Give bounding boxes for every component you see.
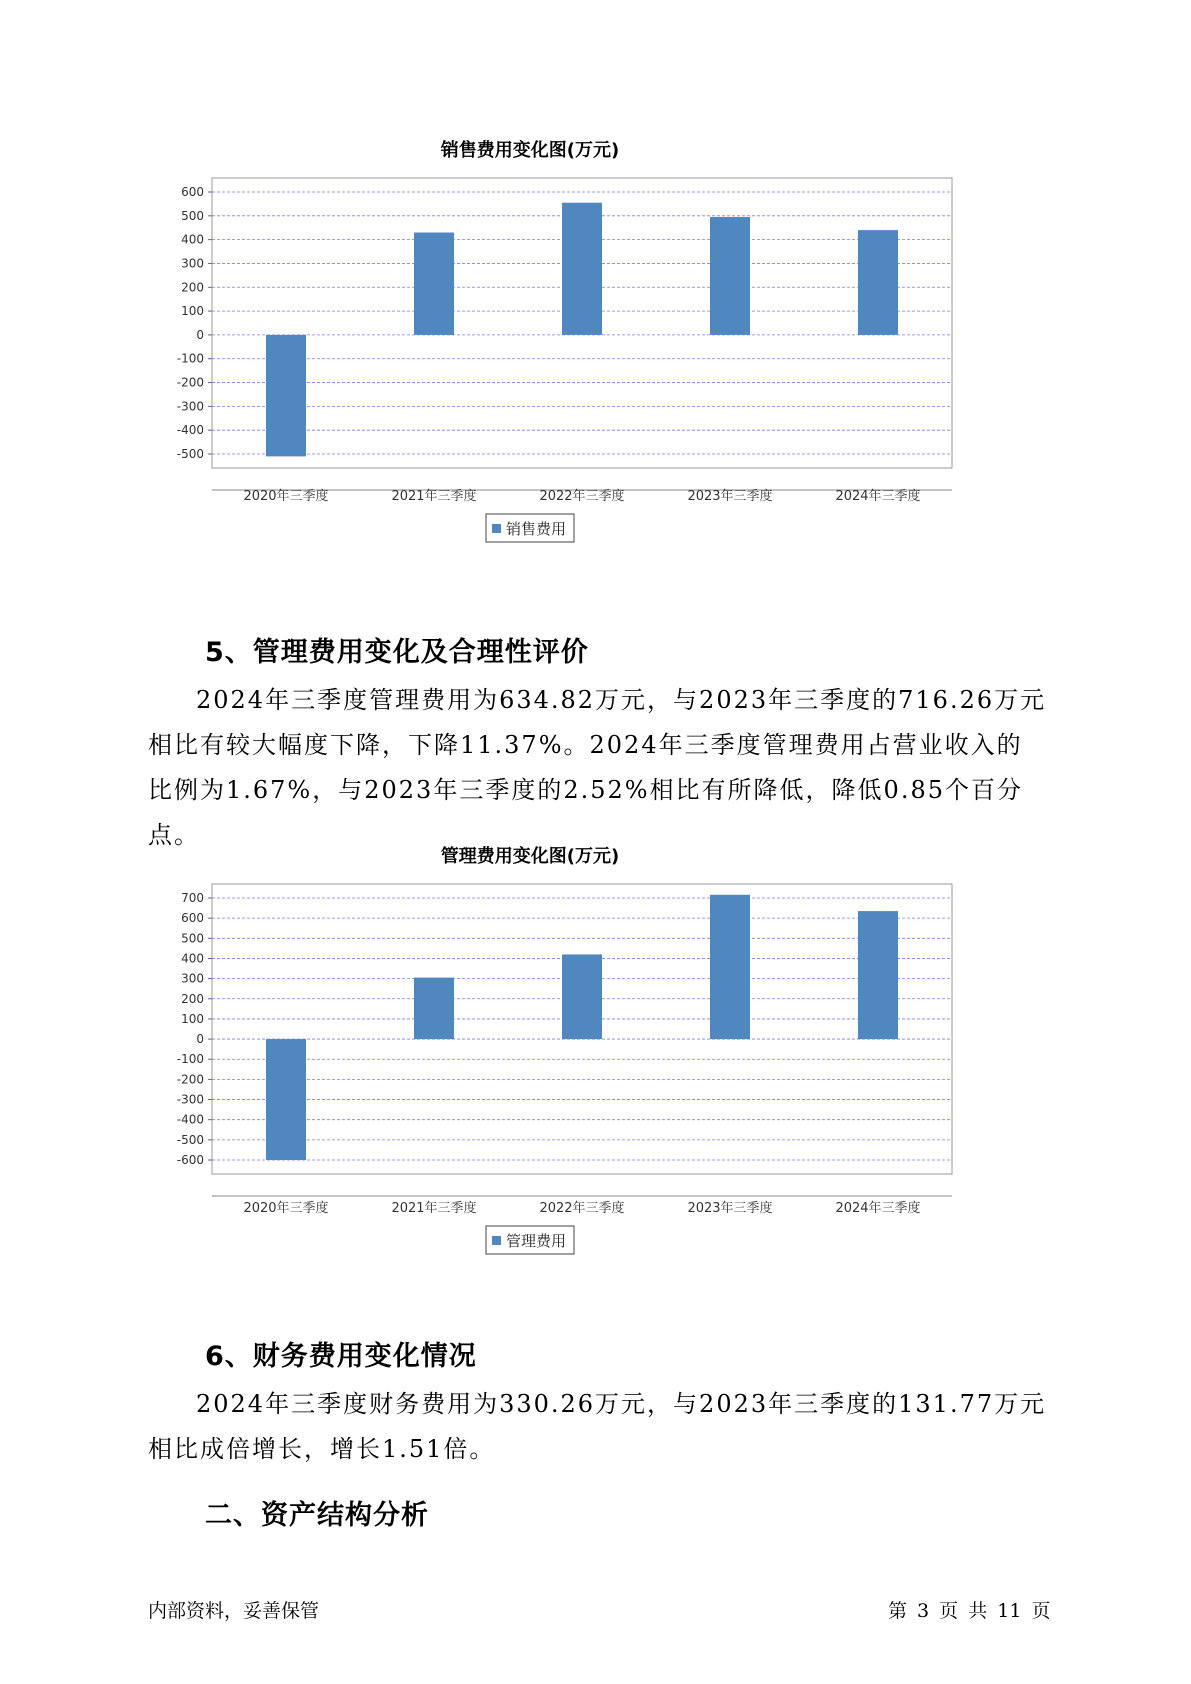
legend — [486, 1226, 574, 1254]
y-tick-label: 300 — [181, 256, 204, 271]
y-tick-label: 400 — [181, 951, 204, 966]
y-tick-label: 500 — [181, 208, 204, 223]
admin-expense-chart — [160, 846, 1040, 1296]
admin-expense-chart-svg — [160, 846, 1040, 1296]
bar — [414, 232, 454, 334]
x-category-label: 2023年三季度 — [687, 489, 773, 504]
y-tick-label: -600 — [176, 1153, 204, 1167]
section-heading-admin-expense: 5、管理费用变化及合理性评价 — [205, 637, 589, 668]
finance-expense-paragraph — [148, 1382, 1048, 1472]
bar — [266, 335, 306, 456]
legend-label: 管理费用 — [506, 1232, 567, 1250]
x-category-label: 2020年三季度 — [243, 489, 329, 504]
legend — [486, 514, 574, 542]
y-tick-label: 600 — [181, 911, 204, 926]
section-heading-finance-expense: 6、财务费用变化情况 — [205, 1341, 477, 1372]
bar — [266, 1039, 306, 1160]
bar — [858, 911, 898, 1039]
y-tick-label: -100 — [176, 1052, 204, 1067]
y-tick-label: -400 — [176, 1112, 204, 1127]
footer-confidential-note: 内部资料，妥善保管 — [148, 1600, 320, 1622]
y-tick-label: 200 — [181, 991, 204, 1006]
bar — [414, 978, 454, 1039]
paragraph-line: 2024年三季度管理费用为634.82万元，与2023年三季度的716.26万元 — [196, 686, 1047, 714]
y-tick-label: 100 — [181, 304, 204, 319]
chart-title: 管理费用变化图(万元) — [440, 846, 620, 867]
x-category-label: 2021年三季度 — [391, 1201, 477, 1216]
y-tick-label: -200 — [176, 1072, 204, 1087]
x-category-label: 2022年三季度 — [539, 489, 625, 504]
bar — [710, 217, 750, 335]
x-category-label: 2021年三季度 — [391, 489, 477, 504]
legend-swatch — [492, 524, 501, 533]
legend-label: 销售费用 — [506, 520, 567, 538]
y-tick-label: 700 — [181, 891, 204, 905]
x-category-label: 2023年三季度 — [687, 1201, 773, 1216]
y-tick-label: -400 — [176, 423, 204, 438]
y-tick-label: -300 — [176, 1092, 204, 1107]
paragraph-line: 比例为1.67%，与2023年三季度的2.52%相比有所降低，降低0.85个百分点。 — [148, 776, 1023, 849]
y-tick-label: 400 — [181, 232, 204, 247]
y-tick-label: 200 — [181, 280, 204, 295]
bar — [710, 895, 750, 1039]
y-tick-label: 300 — [181, 971, 204, 986]
bar — [562, 203, 602, 335]
x-category-label: 2024年三季度 — [835, 1201, 921, 1216]
sales-expense-chart — [160, 140, 1040, 560]
footer-page-number: 第 3 页 共 11 页 — [888, 1600, 1051, 1622]
chart-title: 销售费用变化图(万元) — [440, 140, 620, 161]
y-tick-label: 600 — [181, 185, 204, 199]
legend-swatch — [492, 1236, 501, 1245]
bar — [858, 230, 898, 335]
admin-expense-paragraph — [148, 678, 1048, 858]
paragraph-line: 相比有较大幅度下降，下降11.37%。2024年三季度管理费用占营业收入的 — [148, 731, 1023, 759]
y-tick-label: 0 — [196, 327, 204, 342]
y-tick-label: -100 — [176, 351, 204, 366]
paragraph-line: 相比成倍增长，增长1.51倍。 — [148, 1435, 496, 1463]
y-tick-label: 100 — [181, 1011, 204, 1026]
y-tick-label: -300 — [176, 399, 204, 414]
bar — [562, 954, 602, 1039]
y-tick-label: 0 — [196, 1032, 204, 1047]
y-tick-label: -200 — [176, 375, 204, 390]
paragraph-line: 2024年三季度财务费用为330.26万元，与2023年三季度的131.77万元 — [196, 1390, 1047, 1418]
sales-expense-chart-svg — [160, 140, 1040, 560]
x-category-label: 2024年三季度 — [835, 489, 921, 504]
section-heading-asset-structure: 二、资产结构分析 — [205, 1500, 429, 1531]
y-tick-label: 500 — [181, 931, 204, 946]
x-category-label: 2022年三季度 — [539, 1201, 625, 1216]
y-tick-label: -500 — [176, 447, 204, 461]
y-tick-label: -500 — [176, 1132, 204, 1147]
x-category-label: 2020年三季度 — [243, 1201, 329, 1216]
